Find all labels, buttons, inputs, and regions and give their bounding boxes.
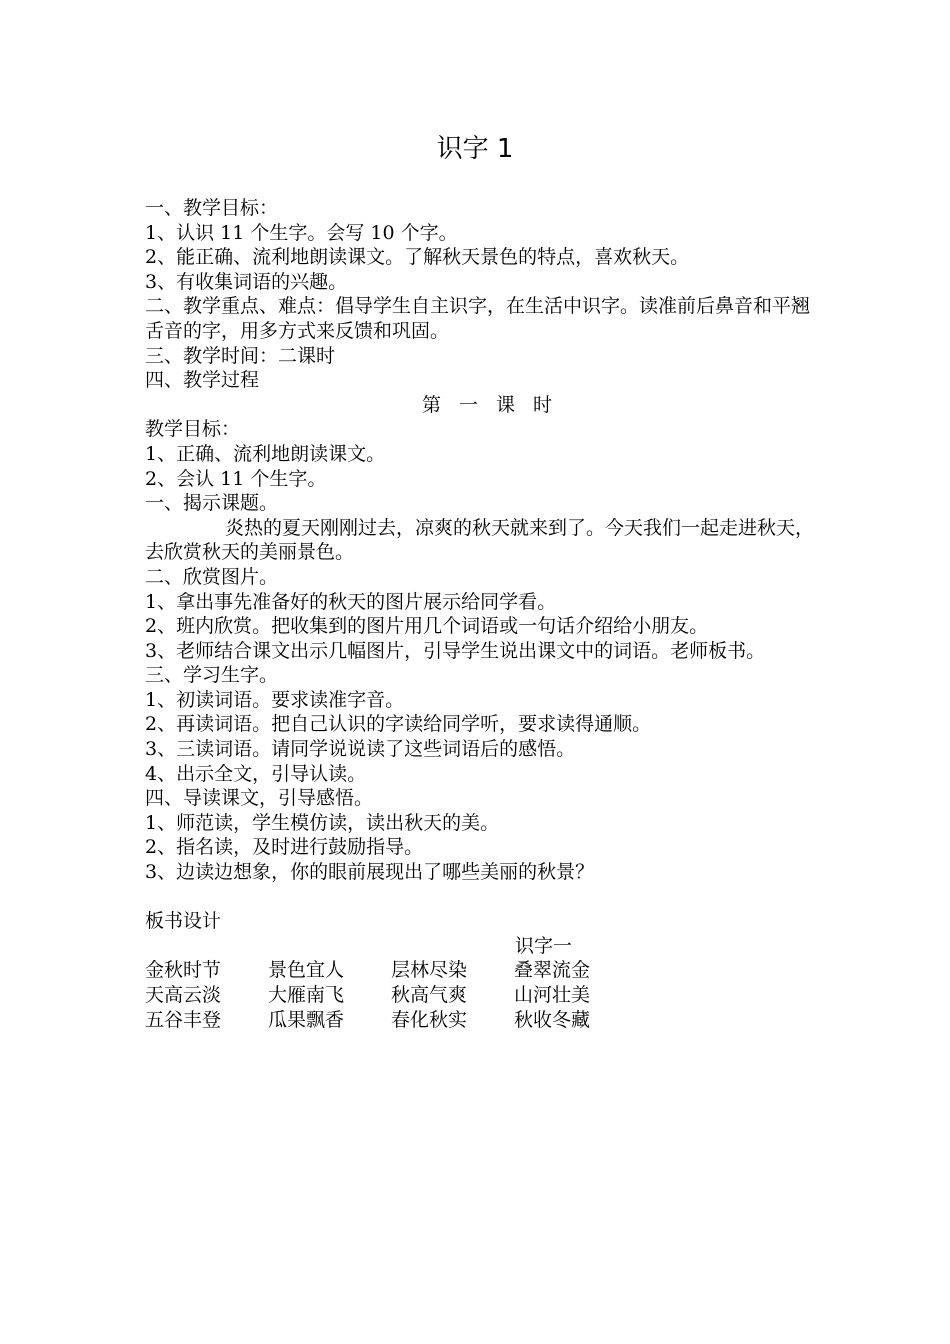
- intro-paragraph: 炎热的夏天刚刚过去，凉爽的秋天就来到了。今天我们一起走进秋天，去欣赏秋天的美丽景色。: [145, 516, 815, 564]
- board-phrase: 秋高气爽: [391, 984, 468, 1006]
- step-item: 2、再读词语。把自己认识的字读给同学听，要求读得通顺。: [145, 713, 652, 736]
- step-heading: 四、导读课文，引导感悟。: [145, 787, 374, 810]
- lesson-objectives-heading: 教学目标：: [145, 418, 241, 441]
- section-heading-key-points: 二、教学重点、难点：倡导学生自主识字，在生活中识字。读准前后鼻音和平翘舌音的字，用多方式来反馈和巩固。: [145, 295, 811, 342]
- board-phrase: 山河壮美: [514, 984, 591, 1006]
- board-phrase: 五谷丰登: [145, 1008, 222, 1031]
- step-item: 2、指名读，及时进行鼓励指导。: [145, 836, 424, 859]
- lesson-objective-item: 1、正确、流利地朗读课文。: [145, 442, 386, 465]
- document-title: 识字 1: [436, 134, 514, 164]
- section-heading-objectives: 一、教学目标：: [145, 197, 279, 219]
- board-design-heading: 板书设计: [145, 910, 222, 933]
- document-body: [145, 196, 817, 1032]
- lesson-objective-item: 2、会认 11 个生字。: [145, 467, 327, 490]
- board-phrase: 景色宜人: [268, 959, 345, 982]
- section-heading-process: 四、教学过程: [145, 369, 260, 392]
- board-phrase: 金秋时节: [145, 959, 222, 982]
- objective-item: 1、认识 11 个生字。会写 10 个字。: [145, 221, 458, 244]
- board-phrase: 瓜果飘香: [268, 1008, 345, 1031]
- board-phrase: 叠翠流金: [514, 959, 591, 982]
- board-phrase: 层林尽染: [391, 959, 468, 982]
- step-item: 3、老师结合课文出示几幅图片，引导学生说出课文中的词语。老师板书。: [145, 639, 766, 662]
- board-phrase: 秋收冬藏: [514, 1008, 591, 1031]
- step-item: 1、拿出事先准备好的秋天的图片展示给同学看。: [145, 590, 557, 613]
- step-heading: 三、学习生字。: [145, 664, 279, 687]
- board-row: [145, 958, 817, 983]
- lesson-heading: 第一课时: [421, 393, 570, 416]
- board-row: [145, 1008, 817, 1033]
- objective-item: 3、有收集词语的兴趣。: [145, 270, 348, 293]
- board-phrase: 天高云淡: [145, 984, 222, 1006]
- step-item: 3、三读词语。请同学说说读了这些词语后的感悟。: [145, 738, 576, 761]
- step-heading: 二、欣赏图片。: [145, 565, 279, 588]
- step-item: 2、班内欣赏。把收集到的图片用几个词语或一句话介绍给小朋友。: [145, 615, 709, 638]
- step-heading: 一、揭示课题。: [145, 492, 279, 515]
- board-phrase: 大雁南飞: [268, 984, 345, 1006]
- board-title: 识字一: [515, 934, 573, 957]
- board-row: [145, 983, 817, 1008]
- step-item: 1、初读词语。要求读准字音。: [145, 688, 405, 711]
- objective-item: 2、能正确、流利地朗读课文。了解秋天景色的特点，喜欢秋天。: [145, 246, 690, 269]
- step-item: 3、边读边想象，你的眼前展现出了哪些美丽的秋景？: [145, 861, 595, 884]
- board-phrase: 春化秋实: [391, 1008, 468, 1031]
- spacer: [145, 885, 817, 910]
- step-item: 4、出示全文，引导认读。: [145, 762, 367, 785]
- section-heading-time: 三、教学时间：二课时: [145, 344, 336, 367]
- step-item: 1、师范读，学生模仿读，读出秋天的美。: [145, 811, 500, 834]
